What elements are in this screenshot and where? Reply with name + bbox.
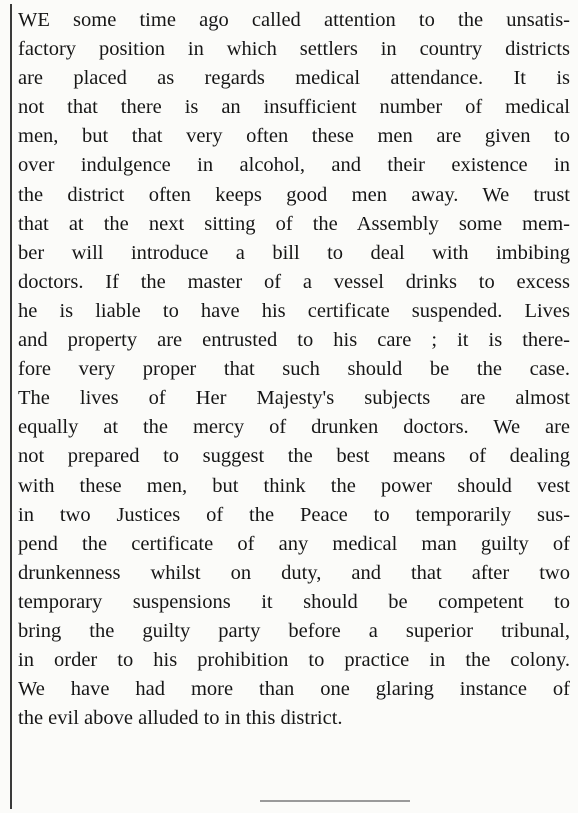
- article-line: bring the guilty party before a superior tribunal,: [18, 619, 570, 642]
- article-line: temporary suspensions it should be competent to: [18, 590, 570, 613]
- article-line: ber will introduce a bill to deal with imbibing: [18, 241, 570, 264]
- article-line: with these men, but think the power should vest: [18, 474, 570, 497]
- article-line: that at the next sitting of the Assembly some mem-: [18, 212, 570, 235]
- article-line: not prepared to suggest the best means of dealing: [18, 445, 570, 468]
- article-line: are placed as regards medical attendance. It is: [18, 67, 570, 90]
- article-line: We have had more than one glaring instance of: [18, 678, 570, 701]
- article-line: equally at the mercy of drunken doctors. We are: [18, 416, 570, 439]
- article-line: and property are entrusted to his care ; it is there-: [18, 329, 570, 352]
- article-line: not that there is an insufficient number of medical: [18, 96, 570, 119]
- article-line: in two Justices of the Peace to temporarily sus-: [18, 503, 570, 526]
- article-line: over indulgence in alcohol, and their existence in: [18, 154, 570, 177]
- column-rule: [10, 4, 12, 809]
- article-line: the evil above alluded to in this district.: [18, 707, 343, 730]
- article-body: [18, 6, 570, 733]
- article-line: drunkenness whilst on duty, and that after two: [18, 561, 570, 584]
- article-line: factory position in which settlers in country districts: [18, 38, 570, 61]
- article-line: The lives of Her Majesty's subjects are almost: [18, 387, 570, 410]
- article-line: the district often keeps good men away. We trust: [18, 183, 570, 206]
- article-line: in order to his prohibition to practice in the colony.: [18, 649, 570, 672]
- article-line: he is liable to have his certificate suspended. Lives: [18, 299, 570, 322]
- article-line: men, but that very often these men are given to: [18, 125, 570, 148]
- article-line: WE some time ago called attention to the unsatis-: [18, 9, 570, 31]
- section-separator: [260, 800, 410, 802]
- article-line: fore very proper that such should be the case.: [18, 358, 570, 381]
- article-line: doctors. If the master of a vessel drinks to excess: [18, 270, 570, 293]
- article-line: pend the certificate of any medical man guilty of: [18, 532, 570, 555]
